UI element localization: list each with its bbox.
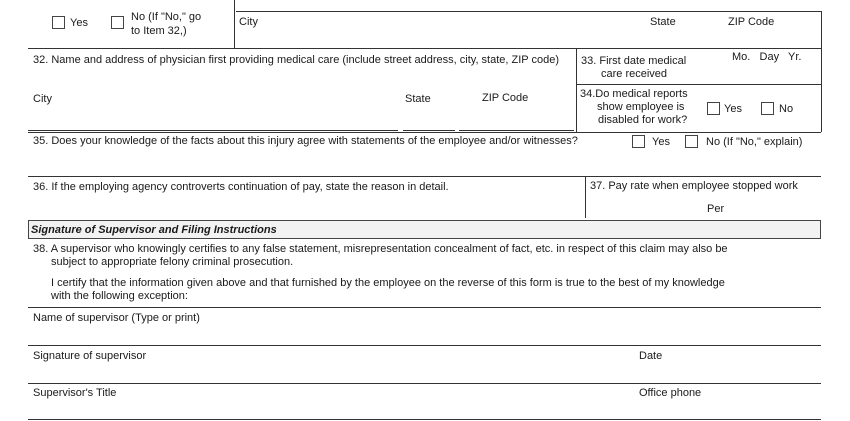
item33-label-line2: care received — [601, 68, 668, 80]
supervisor-date-field[interactable] — [636, 364, 820, 382]
item35-yes-checkbox[interactable] — [632, 135, 645, 148]
item34-label-line2: show employee is — [597, 101, 685, 113]
item37-per-field[interactable] — [730, 196, 820, 216]
supervisor-phone-label: Office phone — [639, 387, 702, 399]
item35-label: 35. Does your knowledge of the facts about this injury agree with statements of the employee and/or witnesses? — [33, 135, 578, 147]
top-state-label: State — [650, 16, 676, 28]
supervisor-signature-label: Signature of supervisor — [33, 350, 147, 362]
item34-yes-label: Yes — [724, 103, 742, 115]
item32-city-label: City — [33, 93, 52, 105]
top-no-checkbox[interactable] — [111, 16, 124, 29]
item34-no-checkbox[interactable] — [761, 102, 774, 115]
row-divider-5 — [28, 345, 821, 346]
item38-line3: I certify that the information given above and that furnished by the employee on the reverse of this form is true to the best of my knowledge — [51, 277, 725, 289]
item33-date-format: Mo. Day Yr. — [732, 51, 802, 63]
item34-label-line3: disabled for work? — [598, 114, 688, 126]
row-divider-4 — [28, 307, 821, 308]
item37-per-label: Per — [707, 203, 725, 215]
supervisor-signature-field[interactable] — [30, 364, 630, 382]
top-city-line — [236, 11, 821, 12]
item37-pay-rate-field[interactable] — [590, 196, 700, 216]
item35-yes-label: Yes — [652, 136, 670, 148]
top-city-label: City — [239, 16, 258, 28]
top-no-label-line2: to Item 32,) — [131, 25, 187, 37]
section-header-bar — [28, 220, 821, 239]
supervisor-name-field[interactable] — [30, 326, 820, 344]
item35-no-checkbox[interactable] — [685, 135, 698, 148]
row-divider-1 — [28, 48, 821, 49]
item32-zip-field[interactable] — [459, 106, 574, 130]
top-yes-label: Yes — [70, 17, 88, 29]
row-divider-7 — [28, 419, 821, 420]
row-divider-3 — [28, 176, 821, 177]
top-zip-label: ZIP Code — [728, 16, 775, 28]
item32-state-underline — [403, 130, 455, 131]
top-no-label-line1: No (If "No," go — [131, 11, 202, 23]
item32-state-label: State — [405, 93, 431, 105]
supervisor-date-label: Date — [639, 350, 663, 362]
item34-label-line1: 34.Do medical reports — [580, 88, 688, 100]
top-right-border — [821, 11, 822, 48]
item32-state-field[interactable] — [403, 106, 455, 130]
item36-reason-field[interactable] — [30, 196, 582, 218]
supervisor-title-field[interactable] — [30, 401, 630, 418]
item36-label: 36. If the employing agency controverts continuation of pay, state the reason in detail. — [33, 181, 449, 193]
section-title: Signature of Supervisor and Filing Instructions — [31, 224, 277, 236]
item38-exception-field[interactable] — [200, 290, 820, 306]
item32-city-field[interactable] — [30, 106, 398, 130]
item33-bottom-line — [576, 84, 821, 85]
item32-label: 32. Name and address of physician first providing medical care (include street address, city, state, ZIP code) — [33, 54, 560, 66]
supervisor-phone-field[interactable] — [636, 401, 820, 418]
top-yes-checkbox[interactable] — [52, 16, 65, 29]
item38-line1: 38. A supervisor who knowingly certifies to any false statement, misrepresentation concealment of fact, etc. in respect of this claim may also be — [33, 243, 728, 255]
supervisor-title-label: Supervisor's Title — [33, 387, 117, 399]
item33-label-line1: 33. First date medical — [581, 55, 687, 67]
item32-address-field[interactable] — [30, 70, 574, 90]
top-row-divider — [234, 0, 235, 48]
item34-no-label: No — [779, 103, 794, 115]
item38-line4: with the following exception: — [51, 290, 188, 302]
item37-label: 37. Pay rate when employee stopped work — [590, 180, 798, 192]
item38-line2: subject to appropriate felony criminal prosecution. — [51, 256, 294, 268]
row-divider-2 — [28, 132, 821, 133]
item34-yes-checkbox[interactable] — [707, 102, 720, 115]
item32-zip-label: ZIP Code — [482, 92, 529, 104]
item35-explain-field[interactable] — [30, 150, 820, 174]
item33-divider — [576, 48, 577, 132]
supervisor-name-label: Name of supervisor (Type or print) — [33, 312, 200, 324]
item37-divider — [585, 176, 586, 218]
item35-no-label: No (If "No," explain) — [706, 136, 803, 148]
row-divider-6 — [28, 383, 821, 384]
item32-right-border — [821, 48, 822, 132]
item32-city-underline — [28, 130, 398, 131]
item32-zip-underline — [459, 130, 574, 131]
